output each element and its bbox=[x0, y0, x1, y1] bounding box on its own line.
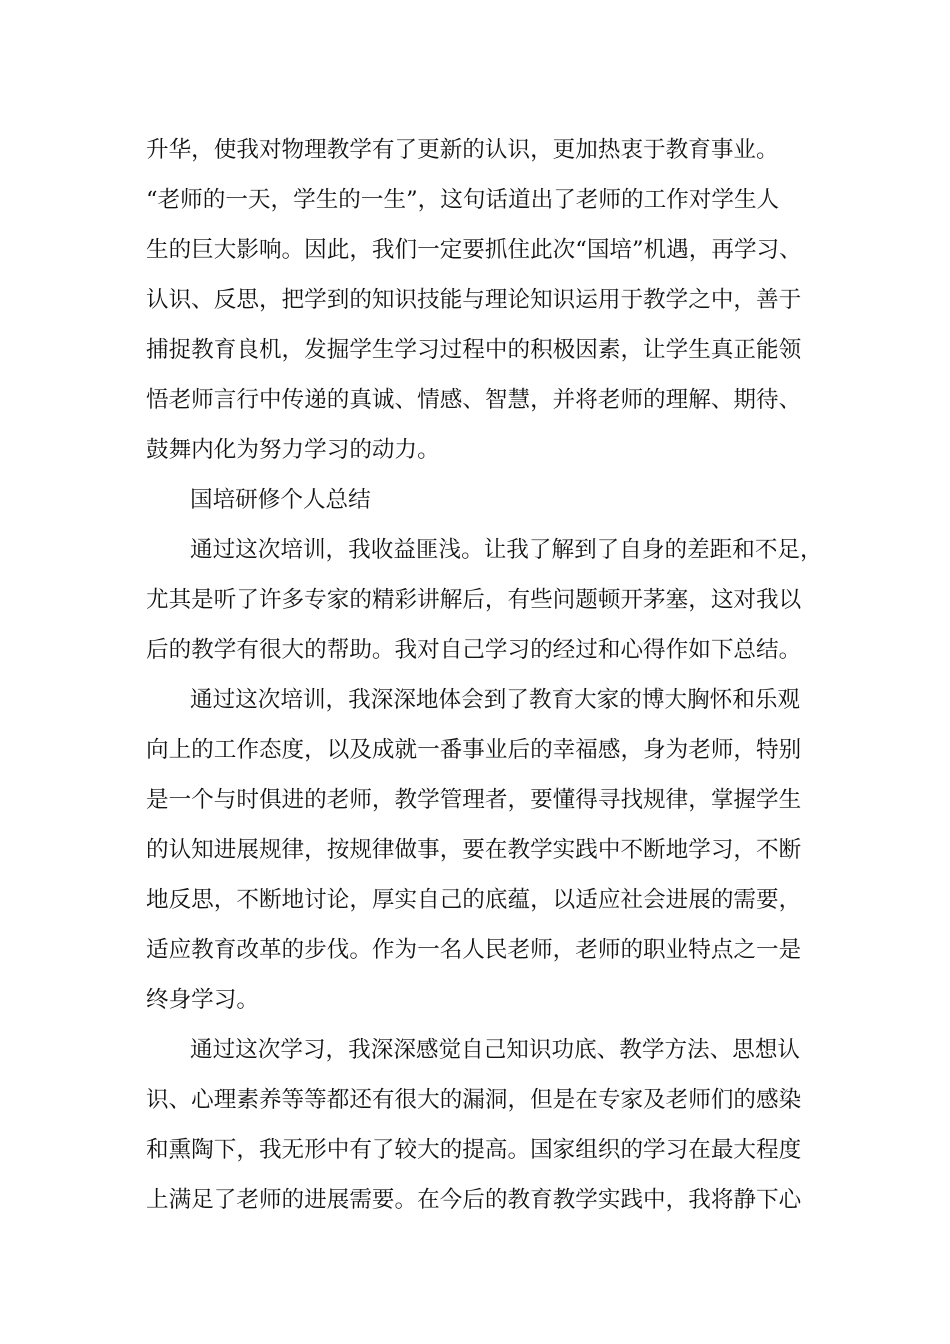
body-text-line: 悟老师言行中传递的真诚、情感、智慧，并将老师的理解、期待、 bbox=[146, 387, 802, 413]
body-text-line: 适应教育改革的步伐。作为一名人民老师，老师的职业特点之一是 bbox=[146, 937, 802, 963]
body-text-line: 的认知进展规律，按规律做事，要在教学实践中不断地学习，不断 bbox=[146, 837, 802, 863]
section-heading: 国培研修个人总结 bbox=[190, 487, 371, 513]
body-text-line: 是一个与时俱进的老师，教学管理者，要懂得寻找规律，掌握学生 bbox=[146, 787, 802, 813]
body-text-line: 升华，使我对物理教学有了更新的认识，更加热衷于教育事业。 bbox=[146, 137, 779, 163]
body-text-line: 上满足了老师的进展需要。在今后的教育教学实践中，我将静下心 bbox=[146, 1187, 802, 1213]
body-text-line: 捕捉教育良机，发掘学生学习过程中的积极因素，让学生真正能领 bbox=[146, 337, 802, 363]
body-text-line: 和熏陶下，我无形中有了较大的提高。国家组织的学习在最大程度 bbox=[146, 1137, 802, 1163]
body-text-line: 通过这次培训，我深深地体会到了教育大家的博大胸怀和乐观 bbox=[190, 687, 801, 713]
body-text-line: 尤其是听了许多专家的精彩讲解后，有些问题顿开茅塞，这对我以 bbox=[146, 587, 802, 613]
body-text-line: 后的教学有很大的帮助。我对自己学习的经过和心得作如下总结。 bbox=[146, 637, 802, 663]
body-text-line: “老师的一天，学生的一生”，这句话道出了老师的工作对学生人 bbox=[146, 187, 780, 213]
body-text-line: 终身学习。 bbox=[146, 987, 259, 1013]
body-text-line: 通过这次培训，我收益匪浅。让我了解到了自身的差距和不足， bbox=[190, 537, 823, 563]
body-text-line: 通过这次学习，我深深感觉自己知识功底、教学方法、思想认 bbox=[190, 1037, 801, 1063]
body-text-line: 鼓舞内化为努力学习的动力。 bbox=[146, 437, 440, 463]
body-text-line: 地反思，不断地讨论，厚实自己的底蕴，以适应社会进展的需要， bbox=[146, 887, 802, 913]
body-text-line: 认识、反思，把学到的知识技能与理论知识运用于教学之中，善于 bbox=[146, 287, 802, 313]
body-text-line: 向上的工作态度，以及成就一番事业后的幸福感，身为老师，特别 bbox=[146, 737, 802, 763]
body-text-line: 识、心理素养等等都还有很大的漏洞，但是在专家及老师们的感染 bbox=[146, 1087, 802, 1113]
body-text-line: 生的巨大影响。因此，我们一定要抓住此次“国培”机遇，再学习、 bbox=[146, 237, 802, 263]
